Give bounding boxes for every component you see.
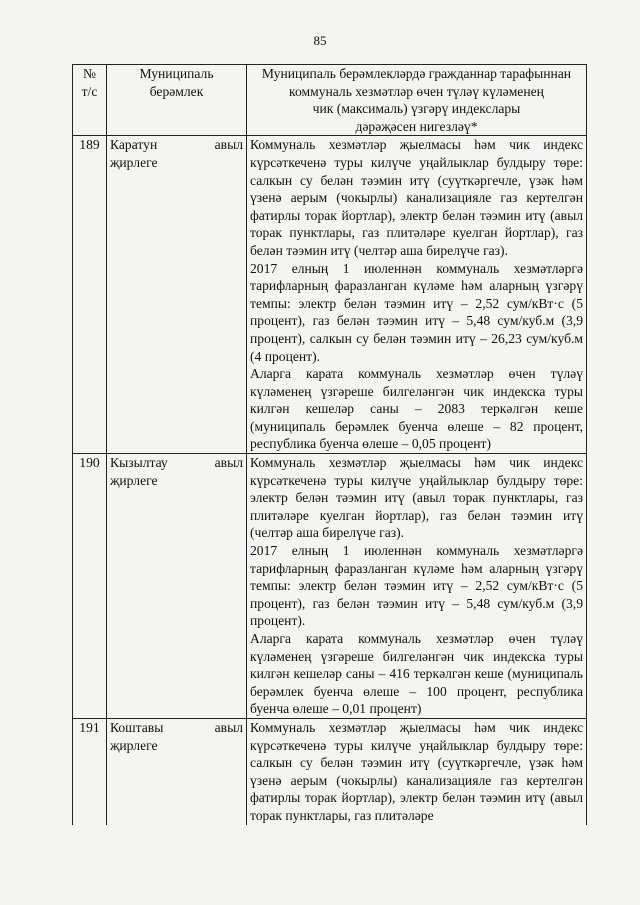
municipality-name: Кызылтау авыл җирлеге	[107, 454, 247, 719]
paragraph-tariffs: 2017 елның 1 июленнән коммуналь хезмәтләргә тарифларның фаразланган күләме һәм аларның үзгәрү темпы: электр белән тәэмин итү – 2,52 сум/кВт·с (5 процент), газ белән тәэмин итү – 5,48 сум/куб.м (3,9 процент), салкын су белән тәэмин итү – 26,23 сум/куб.м (4 процент).	[250, 260, 583, 364]
municipality-name: Коштавы авыл җирлеге	[107, 718, 247, 824]
header-number: № т/с	[73, 65, 107, 136]
row-number: 191	[73, 718, 107, 824]
justification-text	[247, 454, 587, 719]
justification-text	[247, 718, 587, 824]
table-row	[73, 718, 587, 824]
paragraph-tariffs: 2017 елның 1 июленнән коммуналь хезмәтләргә тарифларның фаразланган күләме һәм аларның үзгәрү темпы: электр белән тәэмин итү – 2,52 сум/кВт·с (5 процент), газ белән тәэмин итү – 5,48 сум/куб.м (3,9 процент).	[250, 543, 583, 629]
paragraph-people: Аларга карата коммуналь хезмәтләр өчен түләү күләменең үзгәреше билгеләнгән чик индекска туры килгән кешеләр саны – 2083 теркәлгән кеше (муниципаль берәмлек буенча өлеше – 82 процент, республика буенча өлеше – 0,05 процент)	[250, 366, 583, 452]
municipality-name: Каратун авыл җирлеге	[107, 136, 247, 454]
header-justification: Муниципаль берәмлекләрдә гражданнар тарафыннан коммуналь хезмәтләр өчен түләү күләменең чик (максималь) үзгәрү индекслары дәрәҗәсен нигезләү*	[247, 65, 587, 136]
table-row	[73, 454, 587, 719]
paragraph-amenities: Коммуналь хезмәтләр җыелмасы һәм чик индекс күрсәткеченә туры килүче уңайлыклар булдыру төре: салкын су белән тәэмин итү (суүткәргечле, үзәк һәм үзенә аерым (чокырлы) канализацияле газ кертелгән фатирлы торак йортлар), электр белән тәэмин итү (авыл торак пунктлары, газ плитәләре куелган йортлар), газ белән тәэмин итү (челтәр аша бирелүче газ).	[250, 137, 583, 258]
row-number: 189	[73, 136, 107, 454]
justification-text	[247, 136, 587, 454]
table-header-row	[73, 65, 587, 136]
header-municipality: Муниципаль берәмлек	[107, 65, 247, 136]
paragraph-amenities: Коммуналь хезмәтләр җыелмасы һәм чик индекс күрсәткеченә туры килүче уңайлыклар булдыру төре: электр белән тәэмин итү (авыл торак пунктлары, газ плитәләре куелган йортлар), газ белән тәэмин итү (челтәр аша бирелүче газ).	[250, 455, 583, 541]
paragraph-amenities: Коммуналь хезмәтләр җыелмасы һәм чик индекс күрсәткеченә туры килүче уңайлыклар булдыру төре: салкын су белән тәэмин итү (суүткәргечле, үзәк һәм үзенә аерым (чокырлы) канализацияле газ кертелгән фатирлы торак йортлар), электр белән тәэмин итү (авыл торак пунктлары, газ плитәләре	[250, 719, 583, 823]
indices-table	[72, 64, 587, 825]
paragraph-people: Аларга карата коммуналь хезмәтләр өчен түләү күләменең үзгәреше билгеләнгән чик индекска туры килгән кешеләр саны – 416 теркәлгән кеше (муниципаль берәмлек буенча өлеше – 100 процент, республика буенча өлеше – 0,01 процент)	[250, 631, 583, 717]
page-number: 85	[313, 33, 327, 48]
table-row	[73, 136, 587, 454]
row-number: 190	[73, 454, 107, 719]
